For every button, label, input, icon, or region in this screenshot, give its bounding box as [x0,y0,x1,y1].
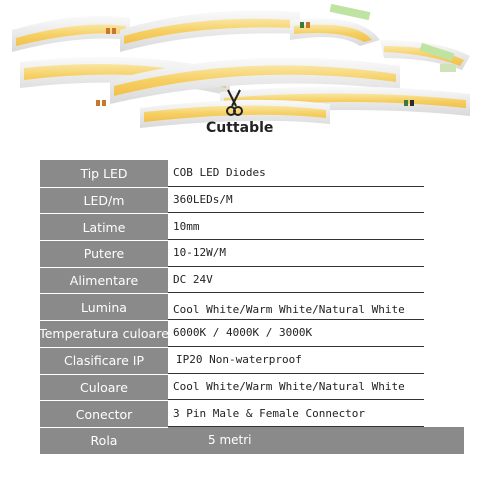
cuttable-label: Cuttable [206,120,274,136]
spec-value: Cool White/Warm White/Natural White [168,293,424,320]
spec-value: COB LED Diodes [168,160,424,187]
spec-table [40,160,464,454]
spec-row-putere [40,240,464,267]
spec-row-lumina [40,293,464,320]
spec-label: Alimentare [40,267,168,294]
spec-value: 3 Pin Male & Female Connector [168,400,424,427]
spec-label: LED/m [40,187,168,214]
spec-row-alimentare [40,267,464,294]
spec-row-temperatura-culoare [40,320,464,347]
spec-row-latime [40,213,464,240]
spec-value: 360LEDs/M [168,187,424,214]
spec-label: Clasificare IP [40,347,168,374]
spec-label: Conector [40,400,168,427]
spec-label: Tip LED [40,160,168,187]
spec-row-led-per-m [40,187,464,214]
spec-row-culoare [40,374,464,401]
product-photo [0,0,480,150]
spec-row-rola [40,427,464,454]
spec-value: 10mm [168,213,424,240]
spec-label: Putere [40,240,168,267]
spec-label: Temperatura culoare [40,320,168,347]
spec-value: 5 metri [168,427,464,454]
scissors-icon [222,88,246,118]
spec-value: 10-12W/M [168,240,424,267]
spec-value: DC 24V [168,267,424,294]
spec-row-clasificare-ip [40,347,464,374]
spec-label: Rola [40,427,168,454]
spec-label: Culoare [40,374,168,401]
spec-value: IP20 Non-waterproof [168,347,424,374]
spec-value: Cool White/Warm White/Natural White [168,374,424,401]
spec-value: 6000K / 4000K / 3000K [168,320,424,347]
spec-label: Lumina [40,293,168,320]
spec-row-conector [40,400,464,427]
spec-label: Latime [40,213,168,240]
spec-row-tip-led [40,160,464,187]
